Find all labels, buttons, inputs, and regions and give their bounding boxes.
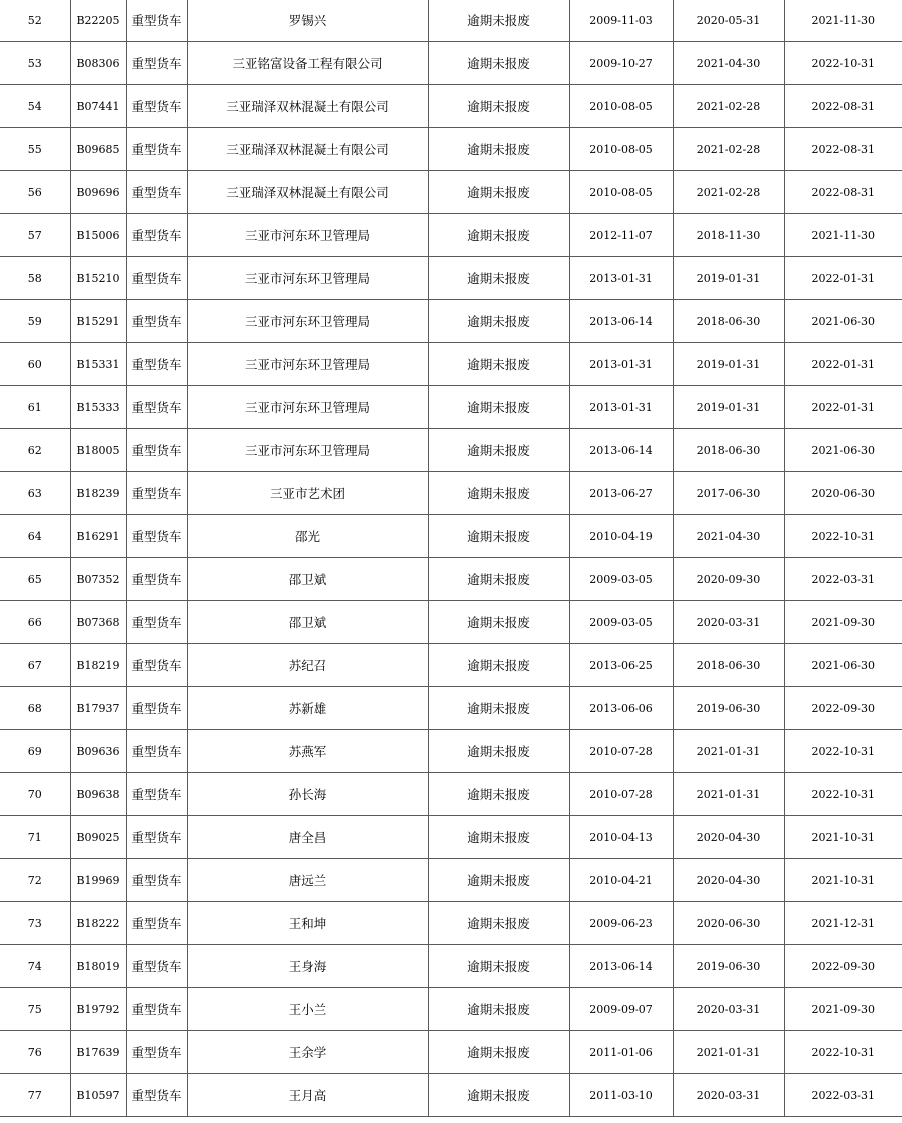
table-row — [0, 988, 902, 1031]
cell-scrap-deadline: 2021-11-30 — [784, 214, 902, 257]
cell-vehicle-type: 重型货车 — [126, 1074, 187, 1117]
cell-status: 逾期未报废 — [428, 601, 569, 644]
cell-vehicle-type: 重型货车 — [126, 472, 187, 515]
cell-index: 57 — [0, 214, 70, 257]
cell-plate-number: B09636 — [70, 730, 126, 773]
table-row — [0, 945, 902, 988]
cell-status: 逾期未报废 — [428, 0, 569, 42]
cell-index: 61 — [0, 386, 70, 429]
table-row — [0, 0, 902, 42]
cell-owner: 三亚市河东环卫管理局 — [187, 343, 428, 386]
cell-status: 逾期未报废 — [428, 730, 569, 773]
cell-owner: 苏燕军 — [187, 730, 428, 773]
table-row — [0, 429, 902, 472]
cell-plate-number: B16291 — [70, 515, 126, 558]
cell-plate-number: B17639 — [70, 1031, 126, 1074]
cell-registration-date: 2010-08-05 — [569, 171, 673, 214]
cell-vehicle-type: 重型货车 — [126, 687, 187, 730]
cell-scrap-deadline: 2020-06-30 — [784, 472, 902, 515]
cell-status: 逾期未报废 — [428, 343, 569, 386]
cell-owner: 三亚市河东环卫管理局 — [187, 386, 428, 429]
cell-inspection-valid-until: 2018-11-30 — [673, 214, 784, 257]
cell-vehicle-type: 重型货车 — [126, 42, 187, 85]
cell-index: 72 — [0, 859, 70, 902]
cell-vehicle-type: 重型货车 — [126, 128, 187, 171]
table-row — [0, 687, 902, 730]
cell-scrap-deadline: 2022-10-31 — [784, 42, 902, 85]
cell-status: 逾期未报废 — [428, 1074, 569, 1117]
table-row — [0, 472, 902, 515]
cell-index: 56 — [0, 171, 70, 214]
cell-plate-number: B18005 — [70, 429, 126, 472]
cell-index: 76 — [0, 1031, 70, 1074]
cell-index: 67 — [0, 644, 70, 687]
cell-index: 55 — [0, 128, 70, 171]
cell-owner: 孙长海 — [187, 773, 428, 816]
table-row — [0, 902, 902, 945]
cell-owner: 罗锡兴 — [187, 0, 428, 42]
cell-owner: 苏新雄 — [187, 687, 428, 730]
cell-vehicle-type: 重型货车 — [126, 171, 187, 214]
cell-status: 逾期未报废 — [428, 472, 569, 515]
cell-owner: 三亚瑞泽双林混凝土有限公司 — [187, 128, 428, 171]
table-row — [0, 644, 902, 687]
table-row — [0, 558, 902, 601]
cell-owner: 王小兰 — [187, 988, 428, 1031]
cell-plate-number: B07441 — [70, 85, 126, 128]
cell-scrap-deadline: 2022-03-31 — [784, 1074, 902, 1117]
cell-owner: 唐远兰 — [187, 859, 428, 902]
cell-index: 65 — [0, 558, 70, 601]
cell-vehicle-type: 重型货车 — [126, 300, 187, 343]
cell-scrap-deadline: 2022-01-31 — [784, 386, 902, 429]
cell-index: 77 — [0, 1074, 70, 1117]
table-row — [0, 773, 902, 816]
cell-vehicle-type: 重型货车 — [126, 558, 187, 601]
cell-plate-number: B18019 — [70, 945, 126, 988]
cell-registration-date: 2011-03-10 — [569, 1074, 673, 1117]
cell-vehicle-type: 重型货车 — [126, 85, 187, 128]
cell-plate-number: B10597 — [70, 1074, 126, 1117]
cell-registration-date: 2010-04-19 — [569, 515, 673, 558]
cell-registration-date: 2010-08-05 — [569, 128, 673, 171]
cell-plate-number: B07352 — [70, 558, 126, 601]
cell-index: 66 — [0, 601, 70, 644]
cell-vehicle-type: 重型货车 — [126, 644, 187, 687]
cell-vehicle-type: 重型货车 — [126, 902, 187, 945]
cell-owner: 邵卫斌 — [187, 601, 428, 644]
table-row — [0, 171, 902, 214]
cell-index: 53 — [0, 42, 70, 85]
cell-vehicle-type: 重型货车 — [126, 0, 187, 42]
cell-scrap-deadline: 2021-10-31 — [784, 816, 902, 859]
cell-scrap-deadline: 2022-10-31 — [784, 1031, 902, 1074]
cell-inspection-valid-until: 2021-02-28 — [673, 128, 784, 171]
table-row — [0, 816, 902, 859]
cell-owner: 邵卫斌 — [187, 558, 428, 601]
cell-plate-number: B15333 — [70, 386, 126, 429]
cell-status: 逾期未报废 — [428, 859, 569, 902]
cell-vehicle-type: 重型货车 — [126, 601, 187, 644]
cell-registration-date: 2009-09-07 — [569, 988, 673, 1031]
cell-registration-date: 2009-03-05 — [569, 601, 673, 644]
cell-registration-date: 2013-06-27 — [569, 472, 673, 515]
cell-vehicle-type: 重型货车 — [126, 816, 187, 859]
cell-status: 逾期未报废 — [428, 257, 569, 300]
cell-vehicle-type: 重型货车 — [126, 773, 187, 816]
cell-scrap-deadline: 2021-06-30 — [784, 644, 902, 687]
cell-owner: 王和坤 — [187, 902, 428, 945]
cell-status: 逾期未报废 — [428, 945, 569, 988]
cell-index: 74 — [0, 945, 70, 988]
cell-registration-date: 2010-07-28 — [569, 773, 673, 816]
cell-plate-number: B17937 — [70, 687, 126, 730]
table-row — [0, 1074, 902, 1117]
cell-index: 52 — [0, 0, 70, 42]
cell-inspection-valid-until: 2019-01-31 — [673, 343, 784, 386]
cell-inspection-valid-until: 2020-05-31 — [673, 0, 784, 42]
cell-index: 73 — [0, 902, 70, 945]
cell-status: 逾期未报废 — [428, 42, 569, 85]
cell-owner: 三亚铭富设备工程有限公司 — [187, 42, 428, 85]
table-row — [0, 1031, 902, 1074]
cell-inspection-valid-until: 2020-03-31 — [673, 988, 784, 1031]
cell-registration-date: 2010-04-13 — [569, 816, 673, 859]
cell-scrap-deadline: 2022-10-31 — [784, 773, 902, 816]
cell-vehicle-type: 重型货车 — [126, 1031, 187, 1074]
cell-registration-date: 2013-06-14 — [569, 300, 673, 343]
cell-scrap-deadline: 2022-03-31 — [784, 558, 902, 601]
cell-owner: 三亚市河东环卫管理局 — [187, 214, 428, 257]
cell-vehicle-type: 重型货车 — [126, 988, 187, 1031]
cell-registration-date: 2011-01-06 — [569, 1031, 673, 1074]
cell-vehicle-type: 重型货车 — [126, 257, 187, 300]
cell-status: 逾期未报废 — [428, 816, 569, 859]
cell-status: 逾期未报废 — [428, 171, 569, 214]
cell-owner: 唐全昌 — [187, 816, 428, 859]
cell-owner: 三亚市河东环卫管理局 — [187, 257, 428, 300]
cell-status: 逾期未报废 — [428, 515, 569, 558]
cell-inspection-valid-until: 2021-01-31 — [673, 773, 784, 816]
cell-inspection-valid-until: 2021-02-28 — [673, 85, 784, 128]
cell-inspection-valid-until: 2020-06-30 — [673, 902, 784, 945]
table-row — [0, 859, 902, 902]
cell-registration-date: 2013-01-31 — [569, 386, 673, 429]
table-row — [0, 300, 902, 343]
cell-plate-number: B15331 — [70, 343, 126, 386]
cell-registration-date: 2010-07-28 — [569, 730, 673, 773]
cell-scrap-deadline: 2022-01-31 — [784, 257, 902, 300]
cell-inspection-valid-until: 2020-04-30 — [673, 816, 784, 859]
cell-scrap-deadline: 2022-08-31 — [784, 128, 902, 171]
cell-owner: 三亚市河东环卫管理局 — [187, 300, 428, 343]
cell-plate-number: B18219 — [70, 644, 126, 687]
cell-vehicle-type: 重型货车 — [126, 386, 187, 429]
cell-index: 59 — [0, 300, 70, 343]
cell-plate-number: B18239 — [70, 472, 126, 515]
cell-index: 64 — [0, 515, 70, 558]
cell-owner: 王月高 — [187, 1074, 428, 1117]
cell-scrap-deadline: 2022-09-30 — [784, 687, 902, 730]
cell-vehicle-type: 重型货车 — [126, 429, 187, 472]
cell-vehicle-type: 重型货车 — [126, 730, 187, 773]
cell-registration-date: 2013-01-31 — [569, 257, 673, 300]
cell-registration-date: 2009-10-27 — [569, 42, 673, 85]
cell-registration-date: 2009-03-05 — [569, 558, 673, 601]
cell-index: 71 — [0, 816, 70, 859]
table-row — [0, 85, 902, 128]
cell-status: 逾期未报废 — [428, 687, 569, 730]
cell-owner: 邵光 — [187, 515, 428, 558]
cell-scrap-deadline: 2021-11-30 — [784, 0, 902, 42]
cell-status: 逾期未报废 — [428, 128, 569, 171]
cell-status: 逾期未报废 — [428, 558, 569, 601]
cell-status: 逾期未报废 — [428, 644, 569, 687]
cell-registration-date: 2010-04-21 — [569, 859, 673, 902]
cell-plate-number: B09025 — [70, 816, 126, 859]
cell-inspection-valid-until: 2021-01-31 — [673, 730, 784, 773]
cell-index: 69 — [0, 730, 70, 773]
cell-scrap-deadline: 2022-08-31 — [784, 171, 902, 214]
cell-inspection-valid-until: 2019-01-31 — [673, 386, 784, 429]
cell-status: 逾期未报废 — [428, 902, 569, 945]
cell-plate-number: B09696 — [70, 171, 126, 214]
cell-registration-date: 2013-06-06 — [569, 687, 673, 730]
cell-scrap-deadline: 2021-09-30 — [784, 988, 902, 1031]
cell-owner: 三亚瑞泽双林混凝土有限公司 — [187, 85, 428, 128]
cell-status: 逾期未报废 — [428, 85, 569, 128]
cell-plate-number: B09638 — [70, 773, 126, 816]
table-row — [0, 214, 902, 257]
cell-status: 逾期未报废 — [428, 386, 569, 429]
cell-index: 63 — [0, 472, 70, 515]
cell-status: 逾期未报废 — [428, 1031, 569, 1074]
cell-scrap-deadline: 2021-06-30 — [784, 300, 902, 343]
cell-index: 70 — [0, 773, 70, 816]
cell-status: 逾期未报废 — [428, 300, 569, 343]
cell-inspection-valid-until: 2018-06-30 — [673, 644, 784, 687]
cell-inspection-valid-until: 2021-01-31 — [673, 1031, 784, 1074]
table-row — [0, 386, 902, 429]
cell-registration-date: 2009-11-03 — [569, 0, 673, 42]
cell-scrap-deadline: 2022-09-30 — [784, 945, 902, 988]
cell-owner: 三亚市艺术团 — [187, 472, 428, 515]
cell-inspection-valid-until: 2021-02-28 — [673, 171, 784, 214]
cell-inspection-valid-until: 2018-06-30 — [673, 300, 784, 343]
cell-owner: 三亚市河东环卫管理局 — [187, 429, 428, 472]
cell-vehicle-type: 重型货车 — [126, 945, 187, 988]
cell-inspection-valid-until: 2021-04-30 — [673, 42, 784, 85]
cell-status: 逾期未报废 — [428, 988, 569, 1031]
cell-scrap-deadline: 2022-08-31 — [784, 85, 902, 128]
cell-inspection-valid-until: 2019-06-30 — [673, 687, 784, 730]
cell-plate-number: B19792 — [70, 988, 126, 1031]
cell-status: 逾期未报废 — [428, 214, 569, 257]
cell-scrap-deadline: 2022-01-31 — [784, 343, 902, 386]
cell-plate-number: B18222 — [70, 902, 126, 945]
cell-index: 68 — [0, 687, 70, 730]
cell-inspection-valid-until: 2018-06-30 — [673, 429, 784, 472]
cell-inspection-valid-until: 2021-04-30 — [673, 515, 784, 558]
cell-registration-date: 2010-08-05 — [569, 85, 673, 128]
table-row — [0, 343, 902, 386]
cell-vehicle-type: 重型货车 — [126, 859, 187, 902]
table-row — [0, 515, 902, 558]
cell-index: 62 — [0, 429, 70, 472]
cell-vehicle-type: 重型货车 — [126, 343, 187, 386]
cell-inspection-valid-until: 2020-03-31 — [673, 601, 784, 644]
cell-plate-number: B08306 — [70, 42, 126, 85]
cell-index: 75 — [0, 988, 70, 1031]
cell-registration-date: 2013-06-14 — [569, 429, 673, 472]
cell-registration-date: 2013-06-14 — [569, 945, 673, 988]
cell-plate-number: B15210 — [70, 257, 126, 300]
cell-scrap-deadline: 2021-10-31 — [784, 859, 902, 902]
cell-plate-number: B22205 — [70, 0, 126, 42]
cell-vehicle-type: 重型货车 — [126, 515, 187, 558]
cell-scrap-deadline: 2022-10-31 — [784, 730, 902, 773]
cell-inspection-valid-until: 2020-04-30 — [673, 859, 784, 902]
cell-inspection-valid-until: 2019-01-31 — [673, 257, 784, 300]
cell-plate-number: B15291 — [70, 300, 126, 343]
cell-scrap-deadline: 2021-12-31 — [784, 902, 902, 945]
table-row — [0, 257, 902, 300]
cell-status: 逾期未报废 — [428, 429, 569, 472]
table-row — [0, 730, 902, 773]
cell-registration-date: 2013-01-31 — [569, 343, 673, 386]
cell-registration-date: 2013-06-25 — [569, 644, 673, 687]
cell-vehicle-type: 重型货车 — [126, 214, 187, 257]
cell-owner: 苏纪召 — [187, 644, 428, 687]
table-row — [0, 42, 902, 85]
cell-registration-date: 2012-11-07 — [569, 214, 673, 257]
cell-owner: 王身海 — [187, 945, 428, 988]
cell-owner: 王余学 — [187, 1031, 428, 1074]
cell-scrap-deadline: 2022-10-31 — [784, 515, 902, 558]
cell-inspection-valid-until: 2020-03-31 — [673, 1074, 784, 1117]
table-row — [0, 601, 902, 644]
cell-status: 逾期未报废 — [428, 773, 569, 816]
cell-registration-date: 2009-06-23 — [569, 902, 673, 945]
table-row — [0, 128, 902, 171]
cell-plate-number: B07368 — [70, 601, 126, 644]
cell-index: 58 — [0, 257, 70, 300]
cell-scrap-deadline: 2021-09-30 — [784, 601, 902, 644]
cell-scrap-deadline: 2021-06-30 — [784, 429, 902, 472]
cell-plate-number: B09685 — [70, 128, 126, 171]
cell-inspection-valid-until: 2017-06-30 — [673, 472, 784, 515]
cell-index: 54 — [0, 85, 70, 128]
cell-inspection-valid-until: 2020-09-30 — [673, 558, 784, 601]
cell-index: 60 — [0, 343, 70, 386]
cell-owner: 三亚瑞泽双林混凝土有限公司 — [187, 171, 428, 214]
cell-plate-number: B15006 — [70, 214, 126, 257]
cell-plate-number: B19969 — [70, 859, 126, 902]
cell-inspection-valid-until: 2019-06-30 — [673, 945, 784, 988]
